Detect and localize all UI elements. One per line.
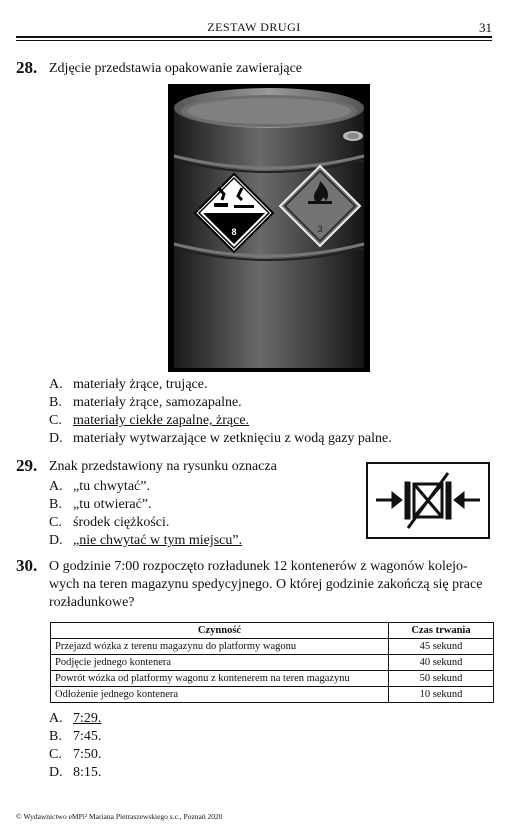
- option-label: D.: [49, 765, 63, 780]
- header-rule-thin: [16, 40, 492, 41]
- table-row: [51, 655, 494, 671]
- question-28-text: Zdjęcie przedstawia opakowanie zawierające: [49, 61, 303, 76]
- sign-left-number: 8: [231, 227, 237, 237]
- option-text: „tu chwytać”.: [73, 479, 150, 494]
- header-rule-thick: [16, 36, 492, 38]
- barrel-photo: [168, 84, 370, 372]
- option-text-correct: „nie chwytać w tym miejscu”.: [73, 533, 243, 548]
- option-label: A.: [49, 711, 63, 726]
- option-label: C.: [49, 413, 62, 428]
- table-cell-activity: Przejazd wózka z terenu magazynu do platformy wagonu: [51, 639, 389, 655]
- copyright-footer: © Wydawnictwo eMPi² Mariana Pietraszewskiego s.c., Poznań 2020: [16, 812, 223, 821]
- q28-option-b: [49, 394, 242, 412]
- q29-option-a: [49, 478, 150, 496]
- question-30-text-line-2: wych na teren magazynu spedycyjnego. O której godzinie zakończą się prace: [49, 577, 483, 592]
- option-text-correct: 7:29.: [73, 711, 102, 726]
- table-row: [51, 671, 494, 687]
- q30-option-a: [49, 710, 101, 728]
- table-cell-duration: 45 sekund: [389, 639, 494, 655]
- table-header-row: [51, 623, 494, 639]
- q30-option-b: [49, 728, 101, 746]
- table-cell-duration: 50 sekund: [389, 671, 494, 687]
- question-29-text: Znak przedstawiony na rysunku oznacza: [49, 459, 277, 474]
- option-text: środek ciężkości.: [73, 515, 170, 530]
- question-29-number: 29.: [16, 456, 38, 475]
- option-label: B.: [49, 395, 62, 410]
- column-header-duration: Czas trwania: [389, 623, 494, 639]
- activities-table: [50, 622, 494, 703]
- column-header-activity: Czynność: [51, 623, 389, 639]
- page-number: 31: [479, 20, 492, 35]
- table-cell-activity: Podjęcie jednego kontenera: [51, 655, 389, 671]
- option-text: 8:15.: [73, 765, 102, 780]
- q30-option-d: [49, 764, 101, 782]
- option-label: B.: [49, 729, 62, 744]
- table-row: [51, 639, 494, 655]
- option-label: C.: [49, 747, 62, 762]
- q29-option-d: [49, 532, 242, 550]
- table-cell-duration: 40 sekund: [389, 655, 494, 671]
- option-text: 7:45.: [73, 729, 102, 744]
- q29-option-c: [49, 514, 169, 532]
- table-cell-activity: Powrót wózka od platformy wagonu z kontenerem na teren magazynu: [51, 671, 389, 687]
- option-text: materiały żrące, samozapalne.: [73, 395, 242, 410]
- option-text: materiały żrące, trujące.: [73, 377, 208, 392]
- option-text: materiały wytwarzające w zetknięciu z wodą gazy palne.: [73, 431, 392, 446]
- option-label: D.: [49, 431, 63, 446]
- option-text-correct: materiały ciekłe zapalne, żrące.: [73, 413, 250, 428]
- q30-option-c: [49, 746, 101, 764]
- option-label: A.: [49, 479, 63, 494]
- table-cell-duration: 10 sekund: [389, 687, 494, 703]
- do-not-clamp-sign: [366, 462, 490, 539]
- option-label: C.: [49, 515, 62, 530]
- option-text: „tu otwierać”.: [73, 497, 152, 512]
- sign-right-number: 3: [317, 224, 323, 234]
- table-row: [51, 687, 494, 703]
- question-30-text-line-3: rozładunkowe?: [49, 595, 135, 610]
- question-30-text-line-1: O godzinie 7:00 rozpoczęto rozładunek 12 kontenerów z wagonów kolejo-: [49, 559, 468, 574]
- running-header-title: ZESTAW DRUGI: [207, 20, 301, 34]
- option-label: D.: [49, 533, 63, 548]
- question-28-number: 28.: [16, 58, 38, 77]
- option-label: B.: [49, 497, 62, 512]
- q28-option-d: [49, 430, 392, 448]
- option-label: A.: [49, 377, 63, 392]
- q28-option-a: [49, 376, 207, 394]
- table-cell-activity: Odłożenie jednego kontenera: [51, 687, 389, 703]
- question-30-number: 30.: [16, 556, 38, 575]
- q28-option-c: [49, 412, 249, 430]
- q29-option-b: [49, 496, 152, 514]
- option-text: 7:50.: [73, 747, 102, 762]
